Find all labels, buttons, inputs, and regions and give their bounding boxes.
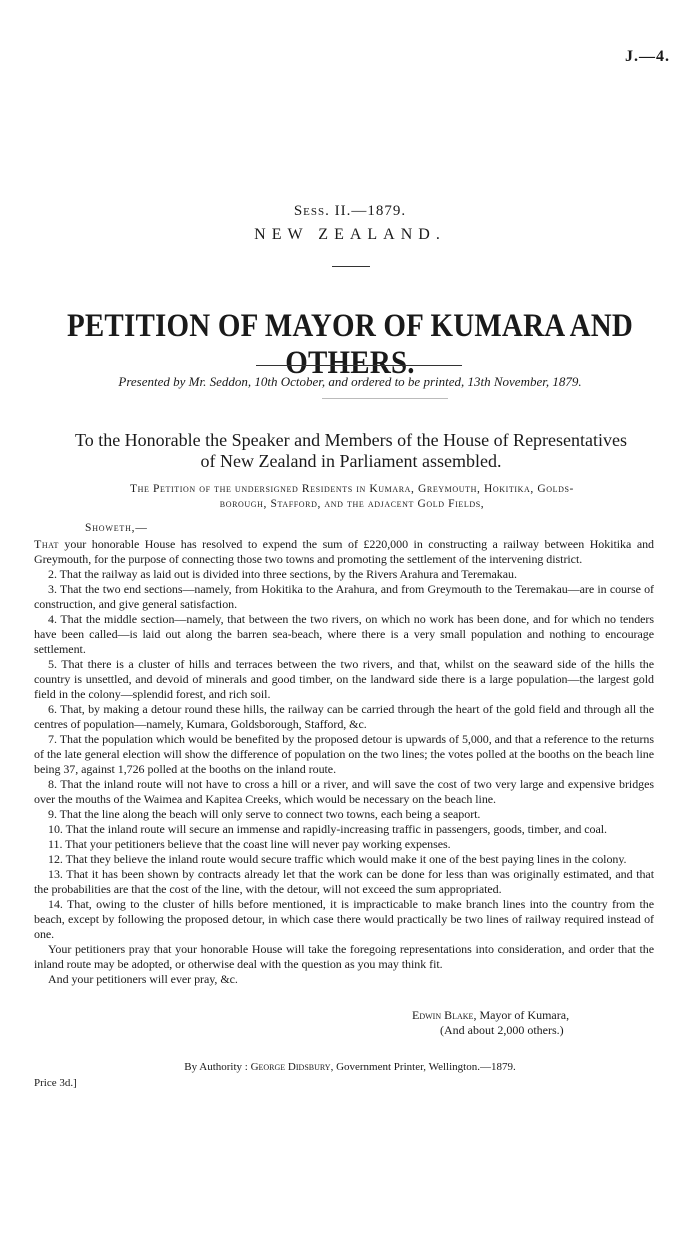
imprint-prefix: By Authority :: [184, 1061, 251, 1073]
document-title: PETITION OF MAYOR OF KUMARA AND OTHERS.: [66, 308, 634, 381]
signatory-name: Edwin Blake: [412, 1008, 474, 1022]
petitioners-description: [42, 482, 662, 512]
paragraph-4: 4. That the middle section—namely, that between the two rivers, on which no work has been done, and for which no tenders have been called—is laid out along the barren sea-beach, where there is a very small population and nothing to encourage settlement.: [34, 612, 654, 656]
imprint-suffix: , Government Printer, Wellington.—1879.: [330, 1061, 516, 1073]
paragraph-13: 13. That it has been shown by contracts already let that the work can be done for less than was originally estimated, and that the probabilities are that the cost of the line, with the detour, will not exceed the sum appropriated.: [34, 867, 654, 896]
paragraph-2: 2. That the railway as laid out is divided into three sections, by the Rivers Arahura and Teremakau.: [48, 567, 517, 581]
petitioners-line-1: The Petition of the undersigned Residents in Kumara, Greymouth, Hokitika, Golds-: [130, 483, 574, 495]
printer-name: George Didsbury: [250, 1061, 331, 1073]
address-line-1: To the Honorable the Speaker and Members of the House of Representatives: [74, 430, 628, 450]
paragraph-14: 14. That, owing to the cluster of hills before mentioned, it is impracticable to make branch lines into the country from the beach, except by following the proposed detour, in which case there would practically be two lines of railway required instead of one.: [34, 897, 654, 941]
paragraph-3: 3. That the two end sections—namely, from Hokitika to the Arahura, and from Greymouth to the Teremakau—are in course of construction, and give general satisfaction.: [34, 582, 654, 611]
signature-block: [412, 1008, 569, 1038]
paragraph-8: 8. That the inland route will not have to cross a hill or a river, and will save the cost of two very large and expensive bridges over the mouths of the Waimea and Kapitea Creeks, which would be necessary on the beach line.: [34, 777, 654, 806]
paragraph-9: 9. That the line along the beach will only serve to connect two towns, each being a seaport.: [48, 807, 481, 821]
paragraph-1: [34, 537, 654, 567]
showeth-label: Showeth,—: [85, 522, 148, 534]
signatory-title: , Mayor of Kumara,: [473, 1008, 570, 1022]
printer-imprint: [0, 1061, 700, 1073]
country-heading: NEW ZEALAND.: [254, 226, 446, 243]
address-line-2: of New Zealand in Parliament assembled.: [200, 451, 502, 471]
paragraph-7: 7. That the population which would be benefited by the proposed detour is upwards of 5,000, and that a reference to the returns of the late general election will show the difference of population on the two lines; the votes polled at the booths on the beach line being 37, against 1,726 polled at the booths on the inland route.: [34, 732, 654, 776]
paragraph-prayer: Your petitioners pray that your honorable House will take the foregoing representations into consideration, and order that the inland route may be adopted, or otherwise deal with the question as you may think fit.: [34, 942, 654, 971]
presented-line: Presented by Mr. Seddon, 10th October, and ordered to be printed, 13th November, 1879.: [118, 374, 582, 389]
petitioners-line-2: borough, Stafford, and the adjacent Gold Fields,: [219, 498, 485, 510]
paragraph-closing: And your petitioners will ever pray, &c.: [48, 972, 238, 986]
divider-rule: [322, 398, 448, 399]
session-label: Sess. II.—1879.: [293, 203, 407, 219]
signature-line-1: [412, 1008, 569, 1023]
divider-rule: [332, 266, 370, 267]
paragraph-12: 12. That they believe the inland route would secure traffic which would make it one of the best paying lines in the colony.: [48, 852, 627, 866]
price-label: Price 3d.]: [34, 1077, 77, 1089]
paragraph-lead: That: [34, 537, 59, 551]
address-heading: [46, 430, 656, 472]
paragraph-5: 5. That there is a cluster of hills and terraces between the two rivers, and that, whilst on the seaward side of the hills the country is unsettled, and devoid of minerals and good timber, on the landward side there is a large population—the largest gold field in the colony—splendid forest, and rich soil.: [34, 657, 654, 701]
paragraph-10: 10. That the inland route will secure an immense and rapidly-increasing traffic in passengers, goods, timber, and coal.: [48, 822, 607, 836]
divider-rule: [256, 365, 462, 366]
petition-body: [34, 537, 654, 987]
document-reference: J.—4.: [625, 48, 670, 65]
paragraph-11: 11. That your petitioners believe that the coast line will never pay working expenses.: [48, 837, 451, 851]
paragraph-6: 6. That, by making a detour round these hills, the railway can be carried through the heart of the gold field and through all the centres of population—namely, Kumara, Goldsborough, Stafford, &c.: [34, 702, 654, 731]
paragraph-text: your honorable House has resolved to expend the sum of £220,000 in constructing a railway between Hokitika and Greymouth, for the purpose of connecting those two towns and promoting the settlement of the intervening district.: [34, 537, 654, 566]
signature-others: (And about 2,000 others.): [440, 1023, 564, 1037]
